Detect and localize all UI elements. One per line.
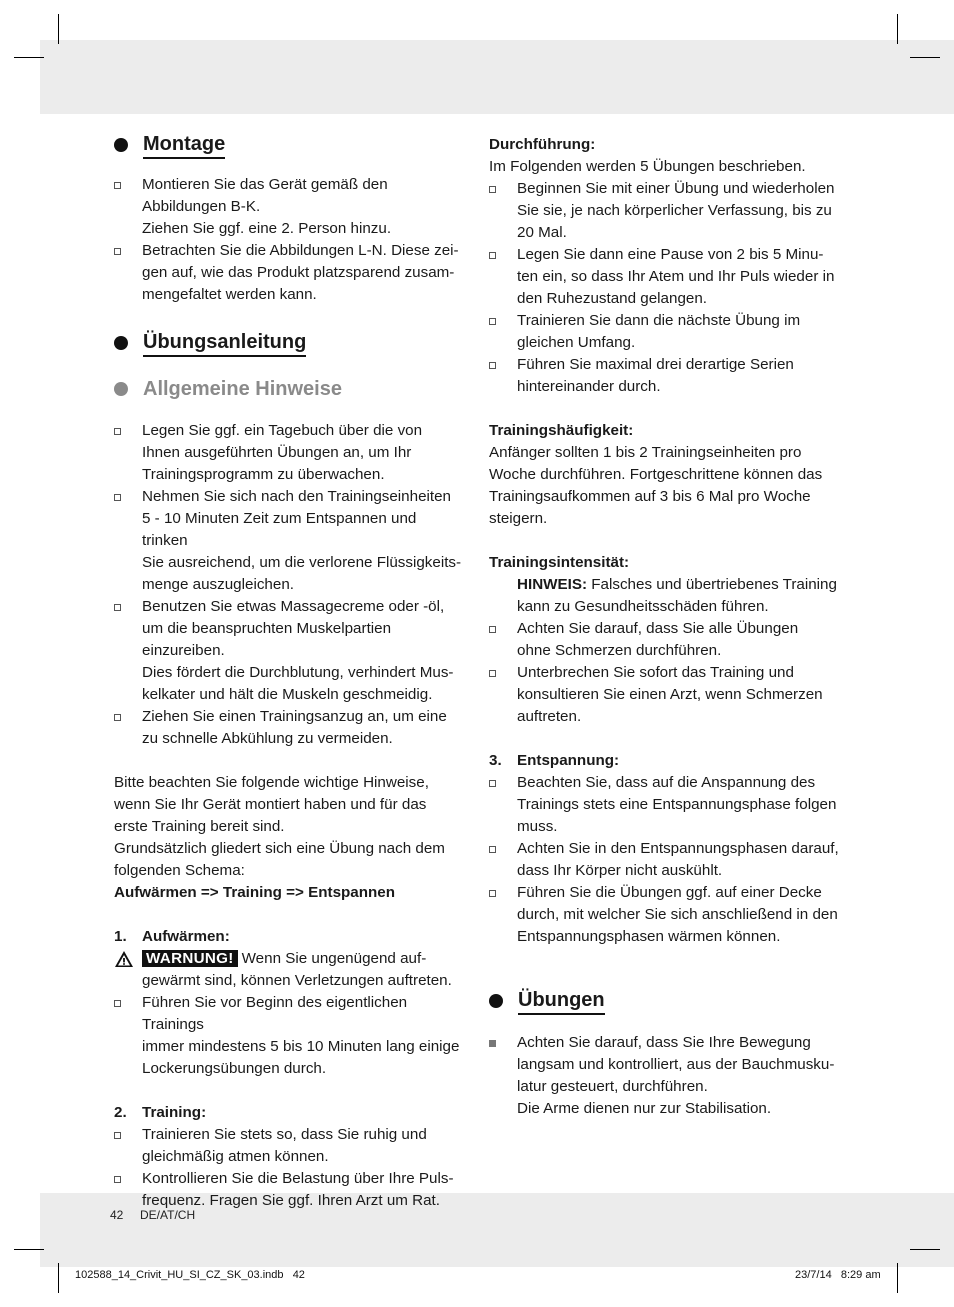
subsection-heading-aufwaermen (114, 926, 466, 948)
list-item (114, 240, 466, 306)
left-column (114, 128, 466, 1212)
list-item (489, 244, 845, 310)
heading-text: Montage (143, 132, 225, 159)
text-line: um die beanspruchten Muskelpartien einzureiben. (142, 620, 392, 659)
heading-text: Allgemeine Hinweise (143, 377, 342, 400)
text-line: Ihnen ausgeführten Übungen an, um Ihr (142, 444, 412, 461)
note-label: HINWEIS: (517, 576, 588, 593)
text-line: Betrachten Sie die Abbildungen L-N. Diese zei- (142, 242, 459, 259)
checkbox-bullet-icon (489, 670, 496, 677)
checkbox-bullet-icon (114, 1132, 121, 1139)
text-line: gleichen Umfang. (517, 334, 636, 351)
list-item (489, 838, 845, 882)
text-line: immer mindestens 5 bis 10 Minuten lang einige (142, 1038, 460, 1055)
bullet-dot-icon (114, 336, 128, 350)
list-item (489, 1032, 845, 1120)
print-date-info: 23/7/14 8:29 am (795, 1269, 881, 1281)
checkbox-bullet-icon (489, 186, 496, 193)
text-line: Beachten Sie, dass auf die Anspannung des (517, 774, 816, 791)
checkbox-bullet-icon (114, 182, 121, 189)
list-item (114, 1168, 466, 1212)
right-column (489, 134, 845, 1120)
text-line: gleichmäßig atmen können. (142, 1148, 329, 1165)
checkbox-bullet-icon (114, 248, 121, 255)
text-line: 20 Mal. (517, 224, 567, 241)
crop-mark (910, 1249, 940, 1250)
warning-text: Wenn Sie ungenügend auf- (241, 950, 427, 967)
section-heading-allgemeine-hinweise (114, 374, 466, 404)
text-line: Nehmen Sie sich nach den Trainingseinheiten (142, 488, 452, 505)
subsection-title: Entspannung: (517, 752, 620, 769)
checkbox-bullet-icon (489, 362, 496, 369)
list-item (489, 354, 845, 398)
text-line: mengefaltet werden kann. (142, 286, 317, 303)
text-line: Dies fördert die Durchblutung, verhindert Mus- (142, 664, 454, 681)
list-item (114, 992, 466, 1080)
list-item (489, 310, 845, 354)
section-heading-uebungsanleitung (114, 328, 466, 358)
crop-mark (897, 14, 898, 44)
text-line: folgenden Schema: (114, 862, 245, 879)
text-line: auftreten. (517, 708, 582, 725)
subsection-heading-training (114, 1102, 466, 1124)
list-item (114, 706, 466, 750)
text-line: durch, mit welcher Sie sich anschließend in den (517, 906, 838, 923)
checkbox-bullet-icon (489, 626, 496, 633)
note-block (489, 574, 845, 618)
crop-mark (14, 1249, 44, 1250)
note-text: Falsches und übertriebenes Training (591, 576, 837, 593)
page-number: 42 (110, 1208, 124, 1222)
text-line: Trainingsprogramm zu überwachen. (142, 466, 385, 483)
note-text: kann zu Gesundheitsschäden führen. (517, 598, 769, 615)
crop-mark (14, 57, 44, 58)
list-item (489, 882, 845, 948)
text-line: Führen Sie maximal drei derartige Serien (517, 356, 794, 373)
text-line: menge auszugleichen. (142, 576, 294, 593)
warning-text: gewärmt sind, können Verletzungen auftreten. (142, 972, 452, 989)
text-line: Trainingsaufkommen auf 3 bis 6 Mal pro Woche (489, 488, 811, 505)
text-line: Ziehen Sie einen Trainingsanzug an, um eine (142, 708, 447, 725)
text-line: steigern. (489, 510, 548, 527)
list-item (489, 178, 845, 244)
subsection-title: Trainingsintensität: (489, 554, 630, 571)
section-number: 1. (114, 928, 127, 945)
text-line: hintereinander durch. (517, 378, 661, 395)
text-line: muss. (517, 818, 558, 835)
list-item (114, 596, 466, 706)
text-line: konsultieren Sie einen Arzt, wenn Schmerzen (517, 686, 823, 703)
crop-mark (910, 57, 940, 58)
text-line: Unterbrechen Sie sofort das Training und (517, 664, 794, 681)
list-item (489, 618, 845, 662)
checkbox-bullet-icon (114, 1176, 121, 1183)
text-line: kelkater und hält die Muskeln geschmeidig. (142, 686, 433, 703)
text-line: wenn Sie Ihr Gerät montiert haben und für das (114, 796, 427, 813)
subsection-heading-entspannung (489, 750, 845, 772)
checkbox-bullet-icon (489, 252, 496, 259)
paragraph (114, 772, 466, 904)
crop-mark (58, 1263, 59, 1293)
list-item (114, 486, 466, 596)
text-line: Legen Sie dann eine Pause von 2 bis 5 Minu- (517, 246, 824, 263)
checkbox-bullet-icon (114, 1000, 121, 1007)
checkbox-bullet-icon (114, 428, 121, 435)
checkbox-bullet-icon (489, 780, 496, 787)
checkbox-bullet-icon (114, 714, 121, 721)
bullet-dot-icon (489, 994, 503, 1008)
warning-badge: WARNUNG! (142, 950, 238, 967)
locale-label: DE/AT/CH (140, 1208, 196, 1222)
text-line: frequenz. Fragen Sie ggf. Ihren Arzt um Rat. (142, 1192, 440, 1209)
warning-block (114, 948, 466, 992)
text-line: Anfänger sollten 1 bis 2 Trainingseinheiten pro (489, 444, 802, 461)
text-line: Legen Sie ggf. ein Tagebuch über die von (142, 422, 423, 439)
text-line: Lockerungsübungen durch. (142, 1060, 327, 1077)
text-line: zu schnelle Abkühlung zu vermeiden. (142, 730, 393, 747)
text-line: Woche durchführen. Fortgeschrittene können das (489, 466, 823, 483)
text-line: langsam und kontrolliert, aus der Bauchmusku- (517, 1056, 835, 1073)
crop-mark (58, 14, 59, 44)
heading-text: Übungsanleitung (143, 330, 306, 357)
text-line: Trainings stets eine Entspannungsphase folgen (517, 796, 837, 813)
list-item (114, 420, 466, 486)
text-line: Benutzen Sie etwas Massagecreme oder -öl, (142, 598, 445, 615)
text-line: Bitte beachten Sie folgende wichtige Hinweise, (114, 774, 429, 791)
section-heading-montage (114, 130, 466, 160)
text-line: Achten Sie darauf, dass Sie alle Übungen (517, 620, 799, 637)
text-line: Grundsätzlich gliedert sich eine Übung nach dem (114, 840, 445, 857)
checkbox-bullet-icon (489, 890, 496, 897)
bullet-dot-icon (114, 382, 128, 396)
text-line: den Ruhezustand gelangen. (517, 290, 707, 307)
crop-mark (897, 1263, 898, 1293)
list-item (114, 1124, 466, 1168)
intro-text: Im Folgenden werden 5 Übungen beschrieben. (489, 158, 806, 175)
text-line: gen auf, wie das Produkt platzsparend zusam- (142, 264, 455, 281)
text-line: Ziehen Sie ggf. eine 2. Person hinzu. (142, 220, 392, 237)
text-line: latur gesteuert, durchführen. (517, 1078, 708, 1095)
list-item (489, 772, 845, 838)
section-number: 2. (114, 1104, 127, 1121)
subsection-title: Aufwärmen: (142, 928, 230, 945)
list-item (489, 662, 845, 728)
checkbox-bullet-icon (114, 494, 121, 501)
print-file-info: 102588_14_Crivit_HU_SI_CZ_SK_03.indb 42 (75, 1269, 305, 1281)
text-line: Trainieren Sie stets so, dass Sie ruhig und (142, 1126, 427, 1143)
text-line: Sie ausreichend, um die verlorene Flüssigkeits- (142, 554, 462, 571)
text-line: Führen Sie vor Beginn des eigentlichen Trainings (142, 994, 408, 1033)
text-line: Beginnen Sie mit einer Übung und wiederholen (517, 180, 835, 197)
text-line: erste Training bereit sind. (114, 818, 285, 835)
section-heading-uebungen (489, 986, 845, 1016)
heading-text: Übungen (518, 988, 605, 1015)
text-line: Achten Sie darauf, dass Sie Ihre Bewegung (517, 1034, 811, 1051)
checkbox-bullet-icon (489, 846, 496, 853)
checkbox-bullet-icon (489, 318, 496, 325)
section-number: 3. (489, 752, 502, 769)
text-line: ohne Schmerzen durchführen. (517, 642, 722, 659)
list-item (114, 174, 466, 240)
checkbox-bullet-icon (114, 604, 121, 611)
paragraph (489, 442, 845, 530)
square-bullet-icon (489, 1040, 496, 1047)
header-band (40, 40, 954, 114)
subsection-title: Durchführung: (489, 136, 596, 153)
bullet-dot-icon (114, 138, 128, 152)
text-line: 5 - 10 Minuten Zeit zum Entspannen und trinken (142, 510, 417, 549)
text-line: Montieren Sie das Gerät gemäß den (142, 176, 388, 193)
warning-triangle-icon (114, 950, 134, 968)
text-line: Trainieren Sie dann die nächste Übung im (517, 312, 801, 329)
text-line: Entspannungsphasen wärmen können. (517, 928, 781, 945)
subsection-title: Training: (142, 1104, 207, 1121)
text-line: ten ein, so dass Ihr Atem und Ihr Puls wieder in (517, 268, 835, 285)
text-line: Kontrollieren Sie die Belastung über Ihre Puls- (142, 1170, 454, 1187)
text-line: Abbildungen B-K. (142, 198, 261, 215)
text-line: dass Ihr Körper nicht auskühlt. (517, 862, 723, 879)
text-line: Die Arme dienen nur zur Stabilisation. (517, 1100, 772, 1117)
subsection-title: Trainingshäufigkeit: (489, 422, 634, 439)
text-line: Achten Sie in den Entspannungsphasen darauf, (517, 840, 839, 857)
schema-line: Aufwärmen => Training => Entspannen (114, 884, 396, 901)
text-line: Führen Sie die Übungen ggf. auf einer Decke (517, 884, 822, 901)
text-line: Sie sie, je nach körperlicher Verfassung, bis zu (517, 202, 832, 219)
